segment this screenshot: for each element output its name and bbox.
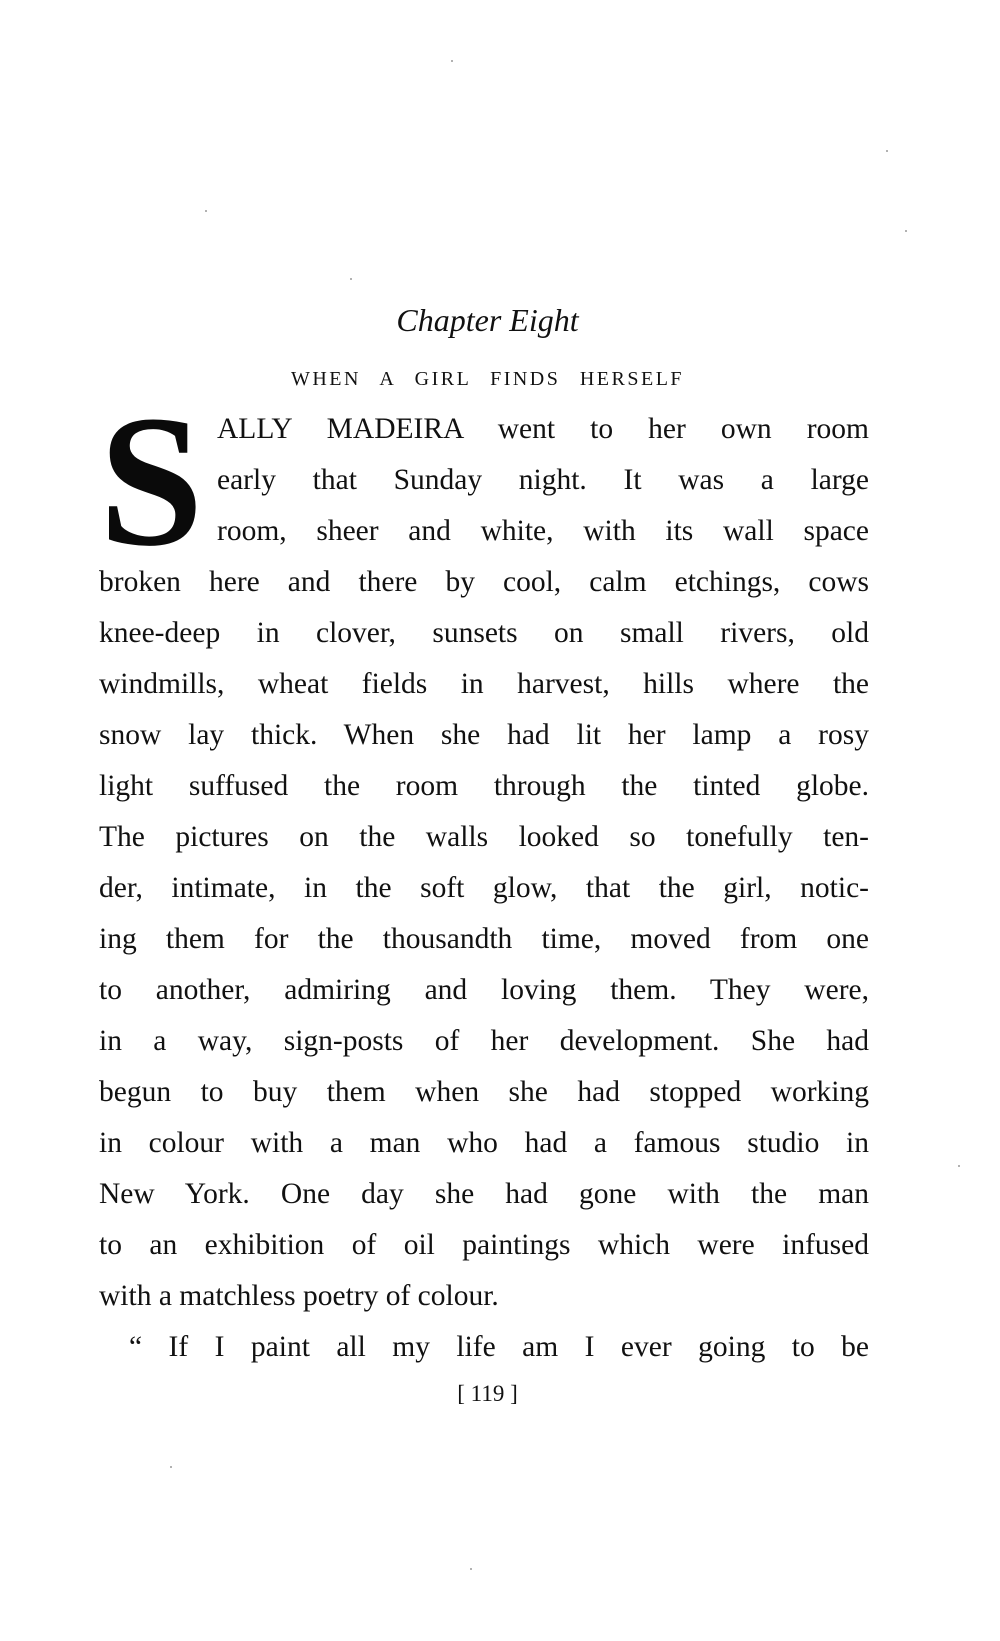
paper-speck (905, 230, 907, 232)
drop-cap: S (99, 376, 204, 585)
text-line: in a way, sign-posts of her development. She had (99, 1025, 869, 1057)
text-line: in colour with a man who had a famous studio in (99, 1127, 869, 1159)
chapter-subtitle: WHEN A GIRL FINDS HERSELF (290, 368, 685, 390)
text-line: New York. One day she had gone with the man (99, 1178, 869, 1210)
text-line: knee-deep in clover, sunsets on small rivers, old (99, 617, 869, 649)
chapter-title: Chapter Eight (396, 302, 579, 338)
text-line: The pictures on the walls looked so tonefully ten- (99, 821, 869, 853)
text-line: der, intimate, in the soft glow, that the girl, notic- (99, 872, 869, 904)
paper-speck (470, 1568, 472, 1570)
text-line: ing them for the thousandth time, moved from one (99, 923, 869, 955)
text-line: begun to buy them when she had stopped working (99, 1076, 869, 1108)
paper-speck (886, 150, 888, 152)
text-line: early that Sunday night. It was a large (217, 464, 869, 496)
text-line: snow lay thick. When she had lit her lamp a rosy (99, 719, 869, 751)
text-line: to an exhibition of oil paintings which were infused (99, 1229, 869, 1261)
paper-speck (205, 210, 207, 212)
paper-speck (350, 278, 352, 280)
text-line: broken here and there by cool, calm etchings, cows (99, 566, 869, 598)
text-line: to another, admiring and loving them. They were, (99, 974, 869, 1006)
text-line: windmills, wheat fields in harvest, hills where the (99, 668, 869, 700)
page-number: [ 119 ] (457, 1381, 518, 1406)
paper-speck (451, 60, 453, 62)
text-line: light suffused the room through the tinted globe. (99, 770, 869, 802)
text-line: “ If I paint all my life am I ever going to be (129, 1331, 869, 1363)
text-line: with a matchless poetry of colour. (99, 1280, 499, 1312)
text-line: ALLY MADEIRA went to her own room (217, 413, 869, 445)
paper-speck (170, 1466, 172, 1468)
text-line: room, sheer and white, with its wall space (217, 515, 869, 547)
paper-speck (958, 1165, 960, 1167)
